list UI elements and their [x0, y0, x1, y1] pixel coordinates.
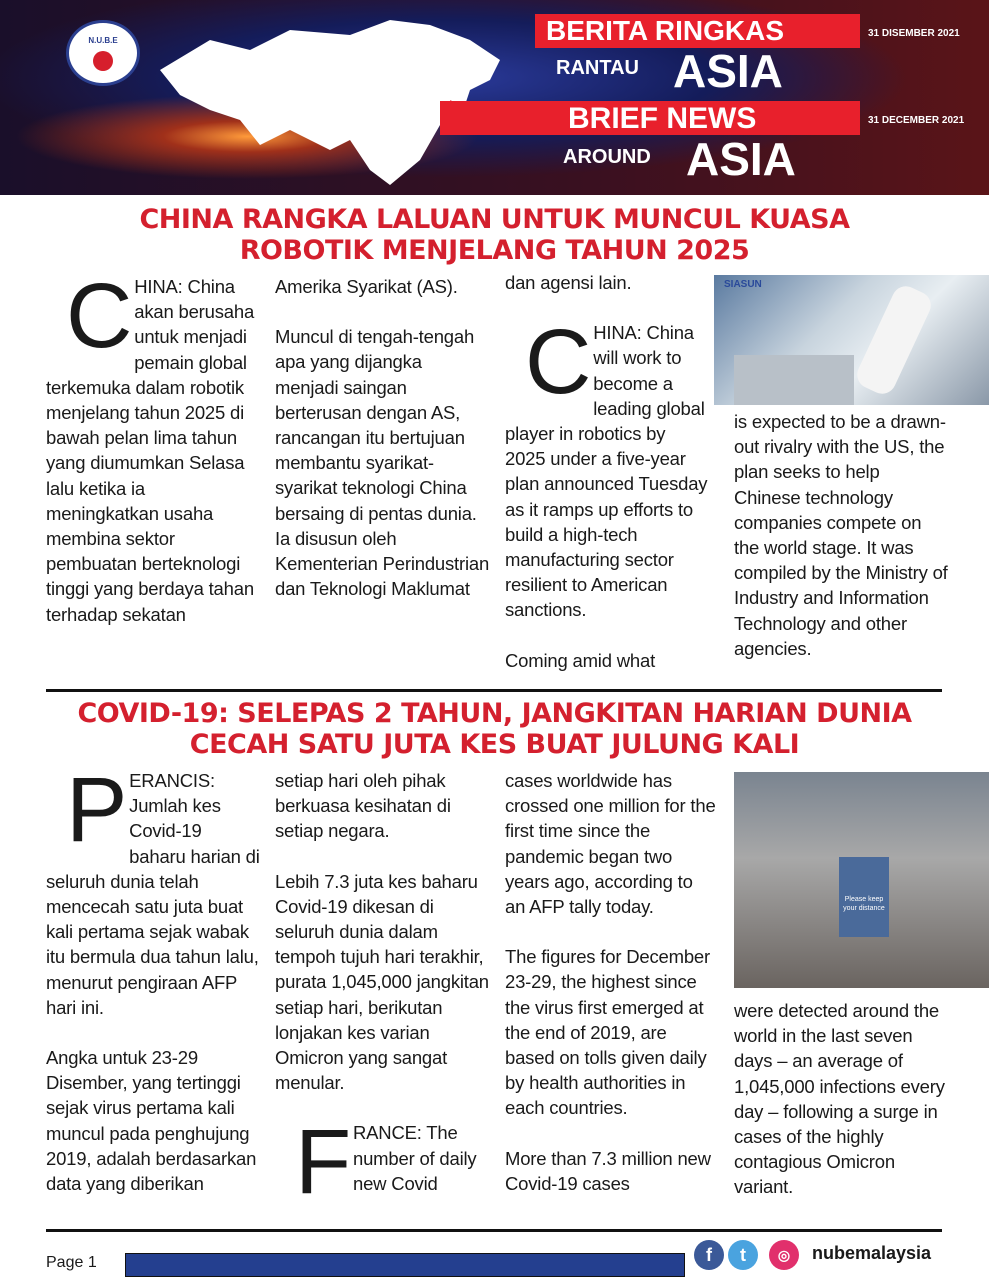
- drop-cap: P: [66, 759, 128, 861]
- title-ms-asia: ASIA: [673, 45, 783, 97]
- crowd-photo: Please keep your distance: [734, 772, 989, 988]
- article1-col1: CHINA: China akan berusaha untuk menjadi pemain global terkemuka dalam robotik menjelang tahun 2025 di bawah pelan lima tahun yang diumumkan Selasa lalu ketika ia meningkatkan usaha membina sektor pembuatan berteknologi tinggi yang berdaya tahan terhadap sekatan: [46, 265, 255, 625]
- article1-col3: dan agensi lain. CHINA: China will work to become a leading global player in robotics by 2025 under a five-year plan announced Tuesday as it ramps up efforts to build a high-tech manufacturing sector resilient to American sanctions. Coming amid what: [505, 272, 708, 671]
- article2-col1: PERANCIS: Jumlah kes Covid-19 baharu harian di seluruh dunia telah mencecah satu juta buat kali pertama sejak wabak itu bermula dua tahun lalu, menurut pengiraan AFP hari ini. Angka untuk 23-29 Disember, yang tertinggi sejak virus pertama kali muncul pada penghujung 2019, adalah berdasarkan data yang diberikan: [46, 759, 260, 1195]
- divider: [46, 689, 942, 692]
- article1-col4: is expected to be a drawn-out rivalry with the US, the plan seeks to help Chinese technology companies compete on the world stage. It was compiled by the Ministry of Industry and Information Technology and other agencies.: [734, 411, 948, 659]
- twitter-icon[interactable]: t: [728, 1240, 758, 1270]
- title-en-sub: AROUND: [563, 146, 651, 168]
- drop-cap: F: [295, 1111, 351, 1214]
- title-ms-sub: RANTAU: [556, 57, 639, 79]
- date-ms: 31 DISEMBER 2021: [868, 28, 960, 39]
- title-en-asia: ASIA: [686, 133, 796, 185]
- title-ms: BERITA RINGKAS: [546, 15, 784, 46]
- article2-col3: cases worldwide has crossed one million for the first time since the pandemic began two years ago, according to an AFP tally today. The figures for December 23-29, the highest since the virus first emerged at the end of 2019, are based on tolls given daily by health authorities in each countries. More than 7.3 million new Covid-19 cases: [505, 770, 716, 1194]
- title-en: BRIEF NEWS: [568, 102, 757, 135]
- robotics-photo: SIASUN: [714, 275, 989, 405]
- article2-headline: COVID-19: SELEPAS 2 TAHUN, JANGKITAN HARIAN DUNIA CECAH SATU JUTA KES BUAT JULUNG KALI: [77, 698, 912, 760]
- instagram-icon[interactable]: ◎: [769, 1240, 799, 1270]
- article2-col2: setiap hari oleh pihak berkuasa kesihatan di setiap negara. Lebih 7.3 juta kes baharu Covid-19 dikesan di seluruh dunia dalam tempoh tujuh hari terakhir, purata 1,045,000 jangkitan setiap hari, berikutan lonjakan kes varian Omicron yang sangat menular. FRANCE: The number of daily new Covid: [275, 770, 489, 1214]
- article1-col2: Amerika Syarikat (AS). Muncul di tengah-tengah apa yang dijangka menjadi saingan berterusan dengan AS, rancangan itu bertujuan membantu syarikat-syarikat teknologi China bersaing di pentas dunia. Ia disusun oleh Kementerian Perindustrian dan Teknologi Maklumat: [275, 276, 490, 600]
- footer-bar: [125, 1253, 685, 1277]
- facebook-icon[interactable]: f: [694, 1240, 724, 1270]
- article2-col4: were detected around the world in the last seven days – an average of 1,045,000 infections every day – following a surge in cases of the highly contagious Omicron variant.: [734, 1000, 945, 1198]
- divider: [46, 1229, 942, 1232]
- date-en: 31 DECEMBER 2021: [868, 115, 965, 126]
- drop-cap: C: [525, 311, 592, 414]
- drop-cap: C: [66, 265, 133, 367]
- page-number: Page 1: [46, 1254, 97, 1271]
- social-handle: nubemalaysia: [812, 1243, 932, 1263]
- nube-logo: N.U.B.E: [66, 20, 140, 86]
- header-banner: [0, 0, 989, 195]
- article1-headline: CHINA RANGKA LALUAN UNTUK MUNCUL KUASA ROBOTIK MENJELANG TAHUN 2025: [139, 204, 850, 266]
